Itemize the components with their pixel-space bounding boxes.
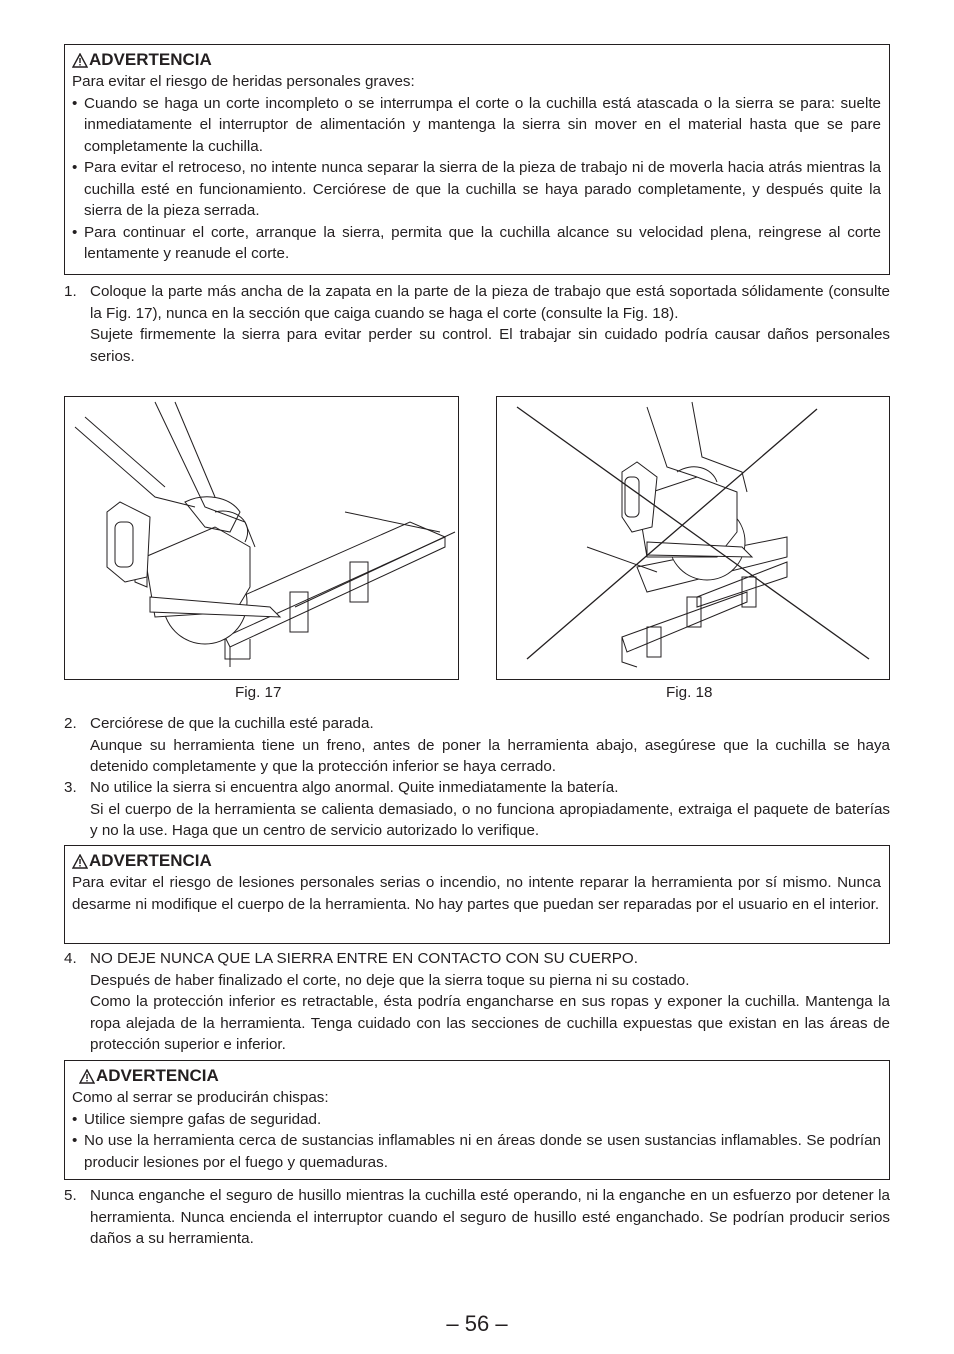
figure-18 bbox=[496, 396, 890, 680]
warning-text: Para evitar el riesgo de lesiones personales serias o incendio, no intente reparar la herramienta por sí mismo. Nunca desarme ni modifique el cuerpo de la herramienta. No hay partes que puedan ser reparadas por el usuario en el interior. bbox=[72, 874, 881, 913]
warning-box-1 bbox=[64, 44, 890, 275]
instruction-item-5 bbox=[64, 1185, 890, 1250]
figure-18-caption: Fig. 18 bbox=[666, 684, 713, 701]
item-text: NO DEJE NUNCA QUE LA SIERRA ENTRE EN CONTACTO CON SU CUERPO. bbox=[90, 950, 638, 967]
instruction-item-1 bbox=[64, 281, 890, 367]
warning-bullet: • Para continuar el corte, arranque la sierra, permita que la cuchilla alcance su velocidad plena, reingrese al corte lentamente y reanude el corte. bbox=[72, 222, 881, 265]
warning-triangle-icon bbox=[79, 1069, 95, 1084]
warning-bullet: • Cuando se haga un corte incompleto o se interrumpa el corte o la cuchilla está atascada o la sierra se para: suelte inmediatamente el interruptor de alimentación y mantenga la sierra sin mover en el material hasta que se pare completamente la cuchilla. bbox=[72, 93, 881, 158]
item-text-2: Si el cuerpo de la herramienta se calienta demasiado, o no funciona apropiadamente, extraiga el paquete de baterías y no la use. Haga que un centro de servicio autorizado lo verifique. bbox=[90, 800, 890, 839]
figure-17-caption: Fig. 17 bbox=[235, 684, 282, 701]
instruction-item-3 bbox=[64, 777, 890, 842]
item-number: 3. bbox=[64, 779, 77, 796]
item-text-3: Como la protección inferior es retractable, ésta podría engancharse en sus ropas y exponer la cuchilla. Mantenga la ropa alejada de la herramienta. Tenga cuidado con las secciones de cuchilla expuestas que existan en las áreas de protección superior e inferior. bbox=[90, 993, 890, 1053]
instruction-item-2 bbox=[64, 713, 890, 778]
warning-box-2 bbox=[64, 845, 890, 944]
warning-triangle-icon bbox=[72, 53, 88, 68]
figure-17 bbox=[64, 396, 459, 680]
item-text-2: Sujete firmemente la sierra para evitar perder su control. El trabajar sin cuidado podría causar daños personales serios. bbox=[90, 326, 890, 365]
item-number: 1. bbox=[64, 283, 77, 300]
item-number: 5. bbox=[64, 1187, 77, 1204]
item-text: No utilice la sierra si encuentra algo anormal. Quite inmediatamente la batería. bbox=[90, 779, 619, 796]
warning-title: ADVERTENCIA bbox=[96, 1066, 219, 1085]
warning-intro: Para evitar el riesgo de heridas personales graves: bbox=[72, 73, 415, 90]
item-number: 4. bbox=[64, 950, 77, 967]
warning-bullet: • Para evitar el retroceso, no intente nunca separar la sierra de la pieza de trabajo ni de moverla hacia atrás mientras la cuchilla esté en funcionamiento. Cerciórese de que la cuchilla se haya parado completamente, y después quite la sierra de la pieza serrada. bbox=[72, 157, 881, 222]
warning-title: ADVERTENCIA bbox=[89, 50, 212, 69]
item-text: Cerciórese de que la cuchilla esté parada. bbox=[90, 715, 374, 732]
item-text: Coloque la parte más ancha de la zapata en la parte de la pieza de trabajo que está soportada sólidamente (consulte la Fig. 17), nunca en la sección que caiga cuando se haga el corte (consulte la Fig. 18). bbox=[90, 283, 890, 322]
warning-triangle-icon bbox=[72, 854, 88, 869]
warning-intro: Como al serrar se producirán chispas: bbox=[72, 1089, 329, 1106]
saw-incorrect-illustration bbox=[497, 397, 889, 679]
item-text-2: Después de haber finalizado el corte, no deje que la sierra toque su pierna ni su costado. bbox=[90, 971, 690, 989]
item-text-2: Aunque su herramienta tiene un freno, antes de poner la herramienta abajo, asegúrese que la cuchilla se haya detenido completamente y que la protección inferior se haya cerrado. bbox=[90, 736, 890, 775]
item-number: 2. bbox=[64, 715, 77, 732]
item-text: Nunca enganche el seguro de husillo mientras la cuchilla esté operando, ni la enganche en un esfuerzo por detener la herramienta. Nunca encienda el interruptor cuando el seguro de husillo esté enganchado. Se podrían producir serios daños a su herramienta. bbox=[90, 1187, 890, 1247]
warning-bullet: • No use la herramienta cerca de sustancias inflamables ni en áreas donde se usen sustancias inflamables. Se podrían producir lesiones por el fuego y quemaduras. bbox=[72, 1130, 881, 1173]
saw-correct-illustration bbox=[65, 397, 458, 679]
warning-bullet: • Utilice siempre gafas de seguridad. bbox=[72, 1109, 881, 1131]
warning-title: ADVERTENCIA bbox=[89, 851, 212, 870]
page-number: – 56 – bbox=[446, 1311, 508, 1336]
instruction-item-4 bbox=[64, 948, 890, 1056]
warning-box-3 bbox=[64, 1060, 890, 1180]
